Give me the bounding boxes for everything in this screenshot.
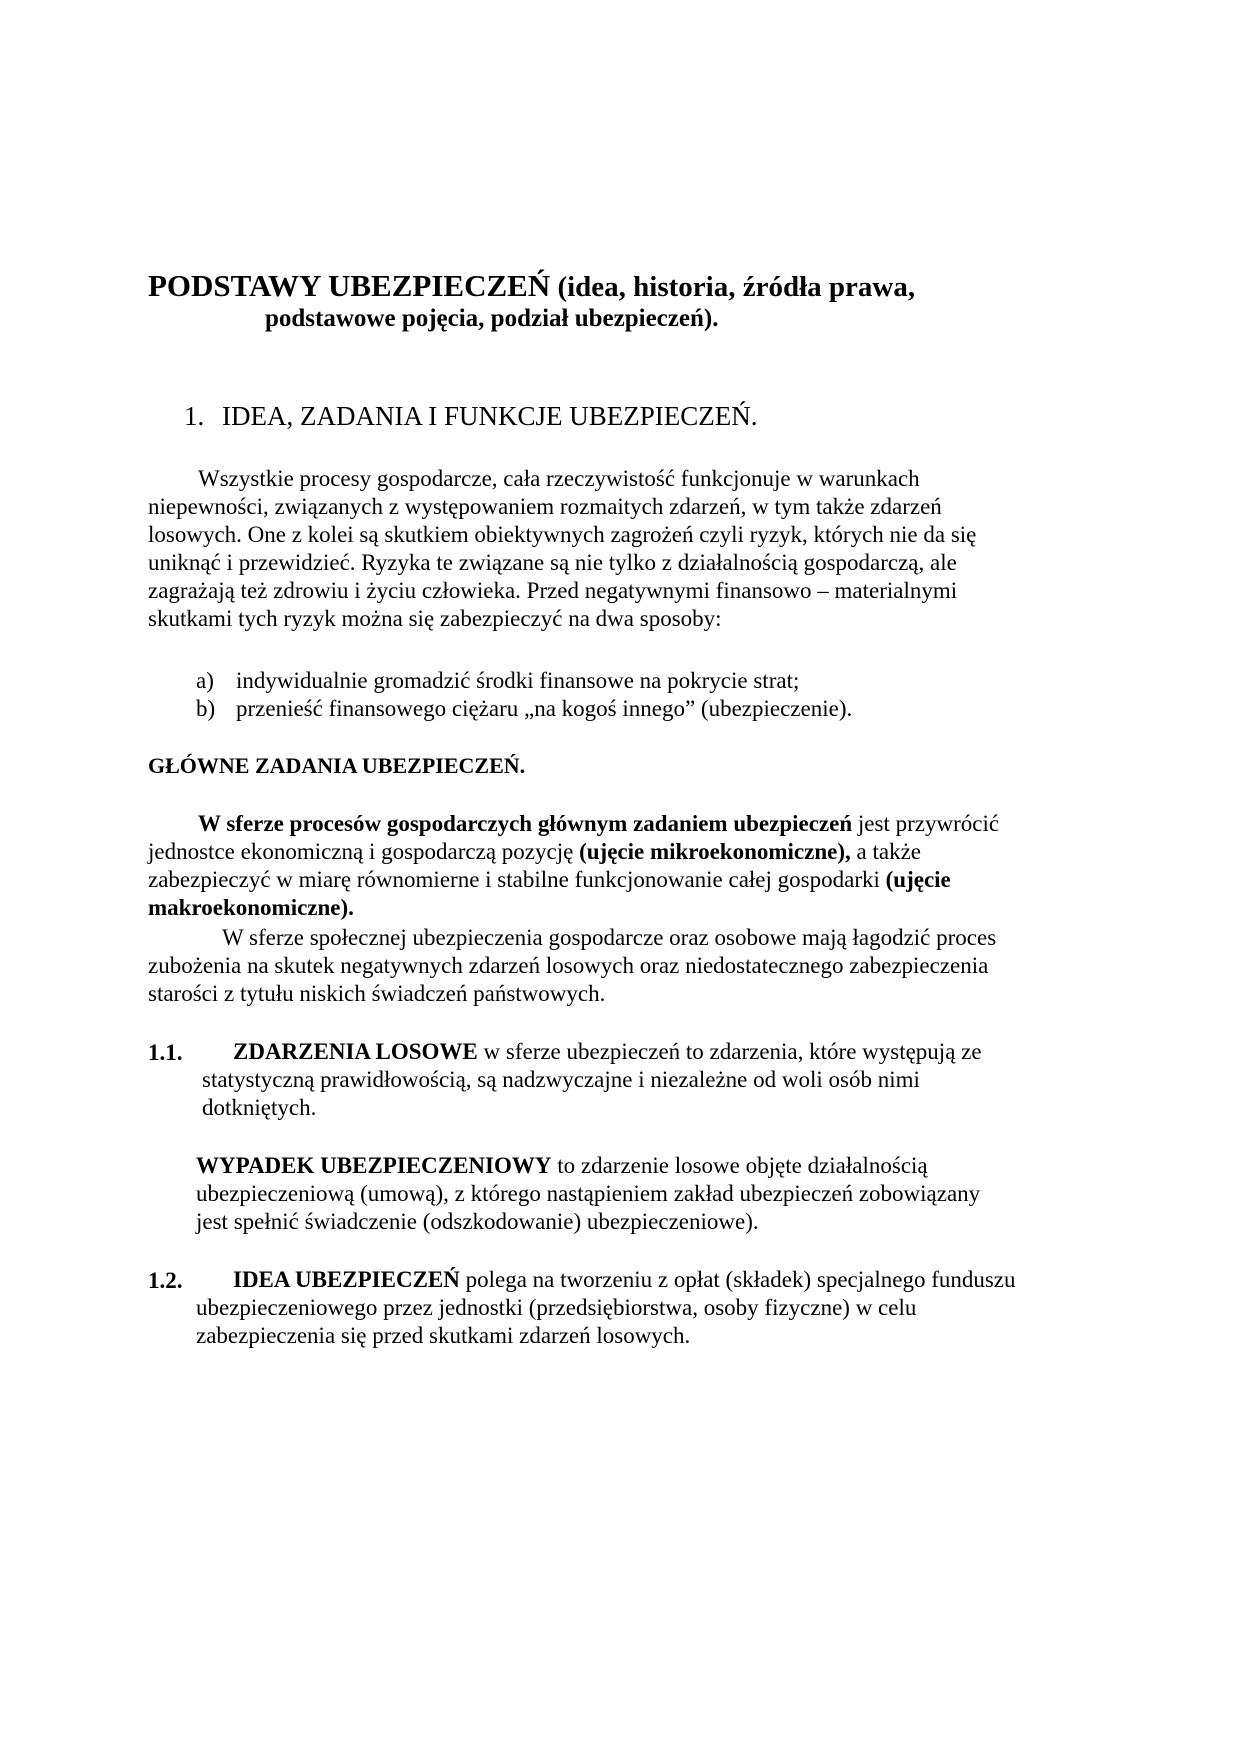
document-title (148, 268, 915, 304)
subsection-number-1-2: 1.2. (148, 1268, 183, 1293)
intro-line: uniknąć i przewidzieć. Ryzyka te związane są nie tylko z działalnością gospodarczą, ale (148, 550, 957, 575)
bold-phrase: (ujęcie mikroekonomiczne), (579, 839, 851, 864)
random-events-continuation (202, 1066, 920, 1122)
text-run: polega na tworzeniu z opłat (składek) specjalnego funduszu (459, 1267, 1016, 1292)
text-run: jednostce ekonomiczną i gospodarczą pozycję (148, 839, 580, 864)
section-heading-1 (184, 401, 757, 432)
paragraph-line: dotkniętych. (202, 1095, 317, 1120)
list-marker: a) (196, 668, 214, 693)
subsection-number-1-1: 1.1. (148, 1040, 183, 1065)
insurance-case-definition (196, 1152, 980, 1236)
list-item-text: przenieść finansowego ciężaru „na kogoś innego” (ubezpieczenie). (236, 696, 853, 721)
title-subtitle-line2: podstawowe pojęcia, podział ubezpieczeń). (265, 305, 719, 332)
text-run: w sferze ubezpieczeń to zdarzenia, które występują ze (477, 1039, 982, 1064)
defined-term: ZDARZENIA LOSOWE (233, 1039, 478, 1064)
defined-term: IDEA UBEZPIECZEŃ (233, 1267, 460, 1292)
list-item (196, 695, 852, 723)
economic-sphere-paragraph (148, 810, 999, 922)
list-item-text: indywidualnie gromadzić środki finansowe na pokrycie strat; (236, 668, 800, 693)
paragraph-line: ubezpieczeniowego przez jednostki (przedsiębiorstwa, osoby fizyczne) w celu (196, 1295, 917, 1320)
defined-term: WYPADEK UBEZPIECZENIOWY (196, 1153, 552, 1178)
intro-line: skutkami tych ryzyk można się zabezpieczyć na dwa sposoby: (148, 606, 722, 631)
paragraph-line (148, 810, 999, 838)
bold-phrase: makroekonomiczne). (148, 895, 354, 920)
bold-phrase: W sferze procesów gospodarczych głównym zadaniem ubezpieczeń (198, 811, 853, 836)
intro-line: zagrażają też zdrowiu i życiu człowieka. Przed negatywnymi finansowo – materialnymi (148, 578, 958, 603)
paragraph-line (148, 894, 999, 922)
bold-phrase: (ujęcie (885, 867, 951, 892)
section-title: IDEA, ZADANIA I FUNKCJE UBEZPIECZEŃ. (222, 401, 758, 431)
intro-line: niepewności, związanych z występowaniem rozmaitych zdarzeń, w tym także zdarzeń (148, 494, 942, 519)
text-run: jest przywrócić (852, 811, 1000, 836)
intro-paragraph (148, 465, 976, 633)
list-marker: b) (196, 696, 216, 721)
paragraph-line: jest spełnić świadczenie (odszkodowanie) ubezpieczeniowe). (196, 1209, 759, 1234)
insurance-idea-definition (233, 1266, 1016, 1294)
paragraph-line: starości z tytułu niskich świadczeń państwowych. (148, 981, 606, 1006)
paragraph-line: zabezpieczenia się przed skutkami zdarzeń losowych. (196, 1323, 691, 1348)
text-run: a także (850, 839, 921, 864)
random-events-definition (233, 1038, 982, 1066)
intro-line: losowych. One z kolei są skutkiem obiektywnych zagrożeń czyli ryzyk, których nie da się (148, 522, 977, 547)
list-item (196, 667, 852, 695)
paragraph-line (196, 1152, 980, 1180)
social-sphere-paragraph (148, 924, 996, 1008)
section-number: 1. (184, 401, 205, 431)
text-run: to zdarzenie losowe objęte działalnością (551, 1153, 928, 1178)
protection-methods-list (196, 667, 852, 723)
title-subtitle-line1: (idea, historia, źródła prawa, (557, 271, 916, 303)
paragraph-line (148, 838, 999, 866)
paragraph-line: ubezpieczeniową (umową), z którego nastąpieniem zakład ubezpieczeń zobowiązany (196, 1181, 981, 1206)
paragraph-line (148, 866, 999, 894)
intro-line: Wszystkie procesy gospodarcze, cała rzeczywistość funkcjonuje w warunkach (198, 466, 920, 491)
paragraph-line: zubożenia na skutek negatywnych zdarzeń losowych oraz niedostatecznego zabezpieczenia (148, 953, 989, 978)
text-run: zabezpieczyć w miarę równomierne i stabilne funkcjonowanie całej gospodarki (148, 867, 886, 892)
paragraph-line: W sferze społecznej ubezpieczenia gospodarcze oraz osobowe mają łagodzić proces (222, 925, 997, 950)
insurance-idea-continuation (196, 1294, 916, 1350)
main-tasks-heading: GŁÓWNE ZADANIA UBEZPIECZEŃ. (148, 753, 526, 778)
paragraph-line: statystyczną prawidłowością, są nadzwyczajne i niezależne od woli osób nimi (202, 1067, 920, 1092)
title-main: PODSTAWY UBEZPIECZEŃ (148, 268, 551, 303)
